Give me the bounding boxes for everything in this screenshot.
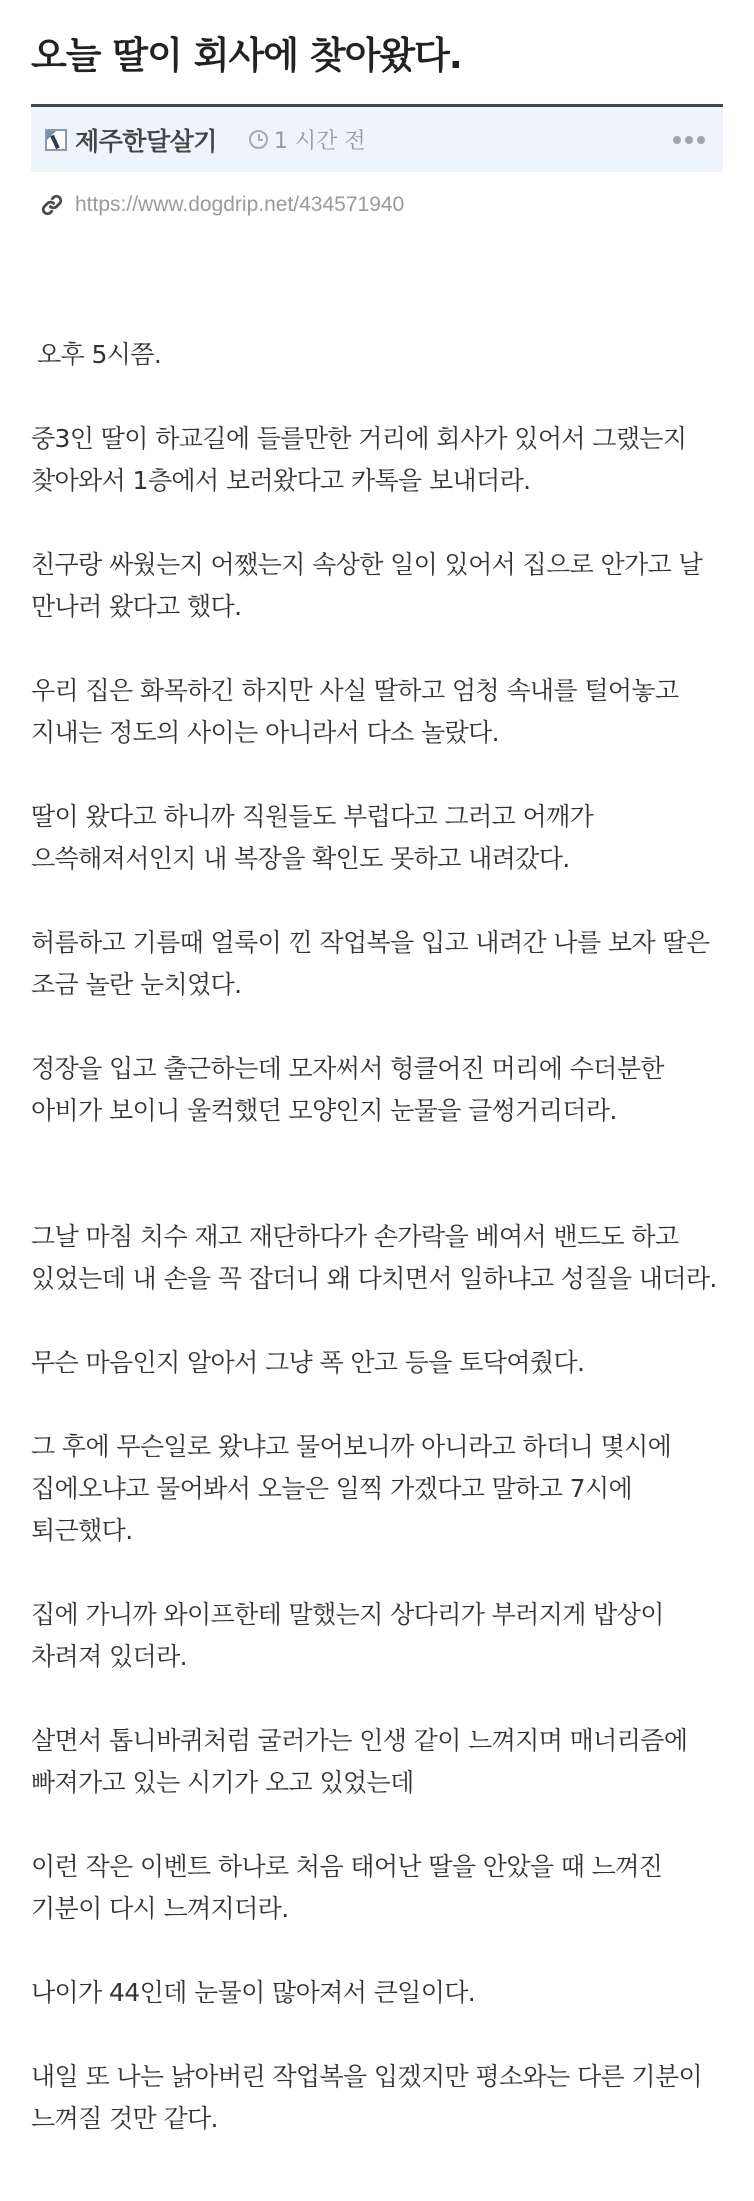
link-icon: [39, 192, 65, 218]
body-paragraph: 그날 마침 치수 재고 재단하다가 손가락을 베여서 밴드도 하고 있었는데 내 손을 꼭 잡더니 왜 다치면서 일하냐고 성질을 내더라.: [31, 1222, 717, 1293]
more-dots-icon: [673, 136, 681, 144]
more-dot: [685, 136, 693, 144]
clock-icon: [249, 130, 268, 149]
body-paragraph: 허름하고 기름때 얼룩이 낀 작업복을 입고 내려간 나를 보자 딸은 조금 놀란 눈치였다.: [31, 928, 710, 999]
post-time-label: 1 시간 전: [273, 129, 366, 154]
body-paragraph: 우리 집은 화목하긴 하지만 사실 딸하고 엄청 속내를 털어놓고 지내는 정도의 사이는 아니라서 다소 놀랐다.: [31, 676, 679, 747]
paragraph-spacer: [31, 1174, 723, 1216]
author-name[interactable]: 제주한달살기: [75, 126, 217, 156]
more-dot: [697, 136, 705, 144]
body-paragraph: 이런 작은 이벤트 하나로 처음 태어난 딸을 안았을 때 느껴진 기분이 다시 느껴지더라.: [31, 1852, 663, 1923]
author-icon: [45, 129, 67, 151]
body-paragraph: 중3인 딸이 하교길에 들를만한 거리에 회사가 있어서 그랬는지 찾아와서 1층에서 보러왔다고 카톡을 보내더라.: [31, 424, 687, 495]
body-paragraph: 무슨 마음인지 알아서 그냥 폭 안고 등을 토닥여줬다.: [31, 1348, 585, 1377]
body-paragraph: 살면서 톱니바퀴처럼 굴러가는 인생 같이 느껴지며 매너리즘에 빠져가고 있는 시기가 오고 있었는데: [31, 1726, 688, 1797]
body-paragraph: 집에 가니까 와이프한테 말했는지 상다리가 부러지게 밥상이 차려져 있더라.: [31, 1600, 664, 1671]
post-link-row: [31, 172, 723, 238]
body-paragraph: 딸이 왔다고 하니까 직원들도 부럽다고 그러고 어깨가 으쓱해져서인지 내 복장을 확인도 못하고 내려갔다.: [31, 802, 594, 873]
post-title: 오늘 딸이 회사에 찾아왔다.: [31, 34, 462, 77]
body-paragraph: 오후 5시쯤.: [37, 340, 162, 369]
more-options-button[interactable]: [669, 130, 709, 150]
post-time: [249, 124, 366, 155]
body-paragraph: 그 후에 무슨일로 왔냐고 물어보니까 아니라고 하더니 몇시에 집에오냐고 물어봐서 오늘은 일찍 가겠다고 말하고 7시에 퇴근했다.: [31, 1432, 672, 1545]
body-paragraph: 내일 또 나는 낡아버린 작업복을 입겠지만 평소와는 다른 기분이 느껴질 것만 같다.: [31, 2062, 703, 2133]
body-paragraph: 나이가 44인데 눈물이 많아져서 큰일이다.: [31, 1978, 476, 2007]
post-body: [31, 334, 723, 2140]
body-paragraph: 친구랑 싸웠는지 어쨌는지 속상한 일이 있어서 집으로 안가고 날 만나러 왔다고 했다.: [31, 550, 703, 621]
post-url-link[interactable]: https://www.dogdrip.net/434571940: [75, 193, 405, 216]
body-paragraph: 정장을 입고 출근하는데 모자써서 헝클어진 머리에 수더분한 아비가 보이니 울컥했던 모양인지 눈물을 글썽거리더라.: [31, 1054, 664, 1125]
post-meta-bar: [31, 107, 723, 172]
